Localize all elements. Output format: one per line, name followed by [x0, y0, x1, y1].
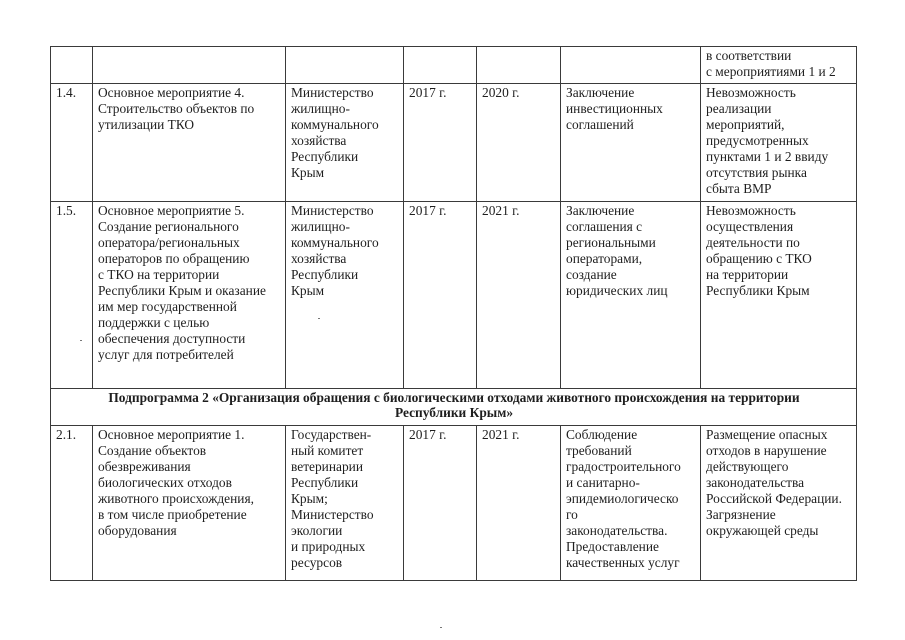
table-row [51, 426, 857, 581]
scan-speck [318, 318, 320, 319]
row-number: 1.5. [51, 202, 93, 389]
start-year-cell: 2017 г. [404, 426, 477, 581]
scan-speck [440, 627, 442, 628]
row-number: 2.1. [51, 426, 93, 581]
start-year-cell [404, 47, 477, 84]
result-cell [561, 47, 701, 84]
table-row [51, 202, 857, 389]
activity-cell: Основное мероприятие 1. Создание объектов обезвреживания биологических отходов животного происхождения, в том числе приобретение оборудования [93, 426, 286, 581]
measures-table [50, 46, 857, 581]
table-row [51, 47, 857, 84]
subprogram-row [51, 389, 857, 426]
activity-cell: Основное мероприятие 4. Строительство объектов по утилизации ТКО [93, 84, 286, 202]
consequence-cell: Невозможность реализации мероприятий, предусмотренных пунктами 1 и 2 ввиду отсутствия рынка сбыта ВМР [701, 84, 857, 202]
activity-cell: Основное мероприятие 5. Создание регионального оператора/региональных операторов по обращению с ТКО на территории Республики Крым и оказание им мер государственной поддержки с целью обеспечения доступности услуг для потребителей [93, 202, 286, 389]
consequence-cell: Невозможность осуществления деятельности по обращению с ТКО на территории Республики Крым [701, 202, 857, 389]
result-cell: Соблюдение требований градостроительного и санитарно- эпидемиологическо го законодательства. Предоставление качественных услуг [561, 426, 701, 581]
executor-cell: Министерство жилищно- коммунального хозяйства Республики Крым [286, 84, 404, 202]
executor-cell [286, 47, 404, 84]
end-year-cell: 2021 г. [477, 202, 561, 389]
end-year-cell: 2020 г. [477, 84, 561, 202]
end-year-cell: 2021 г. [477, 426, 561, 581]
activity-cell [93, 47, 286, 84]
start-year-cell: 2017 г. [404, 202, 477, 389]
result-cell: Заключение соглашения с региональными операторами, создание юридических лиц [561, 202, 701, 389]
row-number: 1.4. [51, 84, 93, 202]
subprogram-title: Подпрограмма 2 «Организация обращения с биологическими отходами животного происхождения на территории Республики Крым» [51, 389, 857, 426]
scan-speck [80, 340, 82, 341]
result-cell: Заключение инвестиционных соглашений [561, 84, 701, 202]
row-number [51, 47, 93, 84]
consequence-cell: в соответствии с мероприятиями 1 и 2 [701, 47, 857, 84]
start-year-cell: 2017 г. [404, 84, 477, 202]
consequence-cell: Размещение опасных отходов в нарушение действующего законодательства Российской Федерации. Загрязнение окружающей среды [701, 426, 857, 581]
end-year-cell [477, 47, 561, 84]
executor-cell: Министерство жилищно- коммунального хозяйства Республики Крым [286, 202, 404, 389]
table-row [51, 84, 857, 202]
executor-cell: Государствен- ный комитет ветеринарии Республики Крым; Министерство экологии и природных ресурсов [286, 426, 404, 581]
